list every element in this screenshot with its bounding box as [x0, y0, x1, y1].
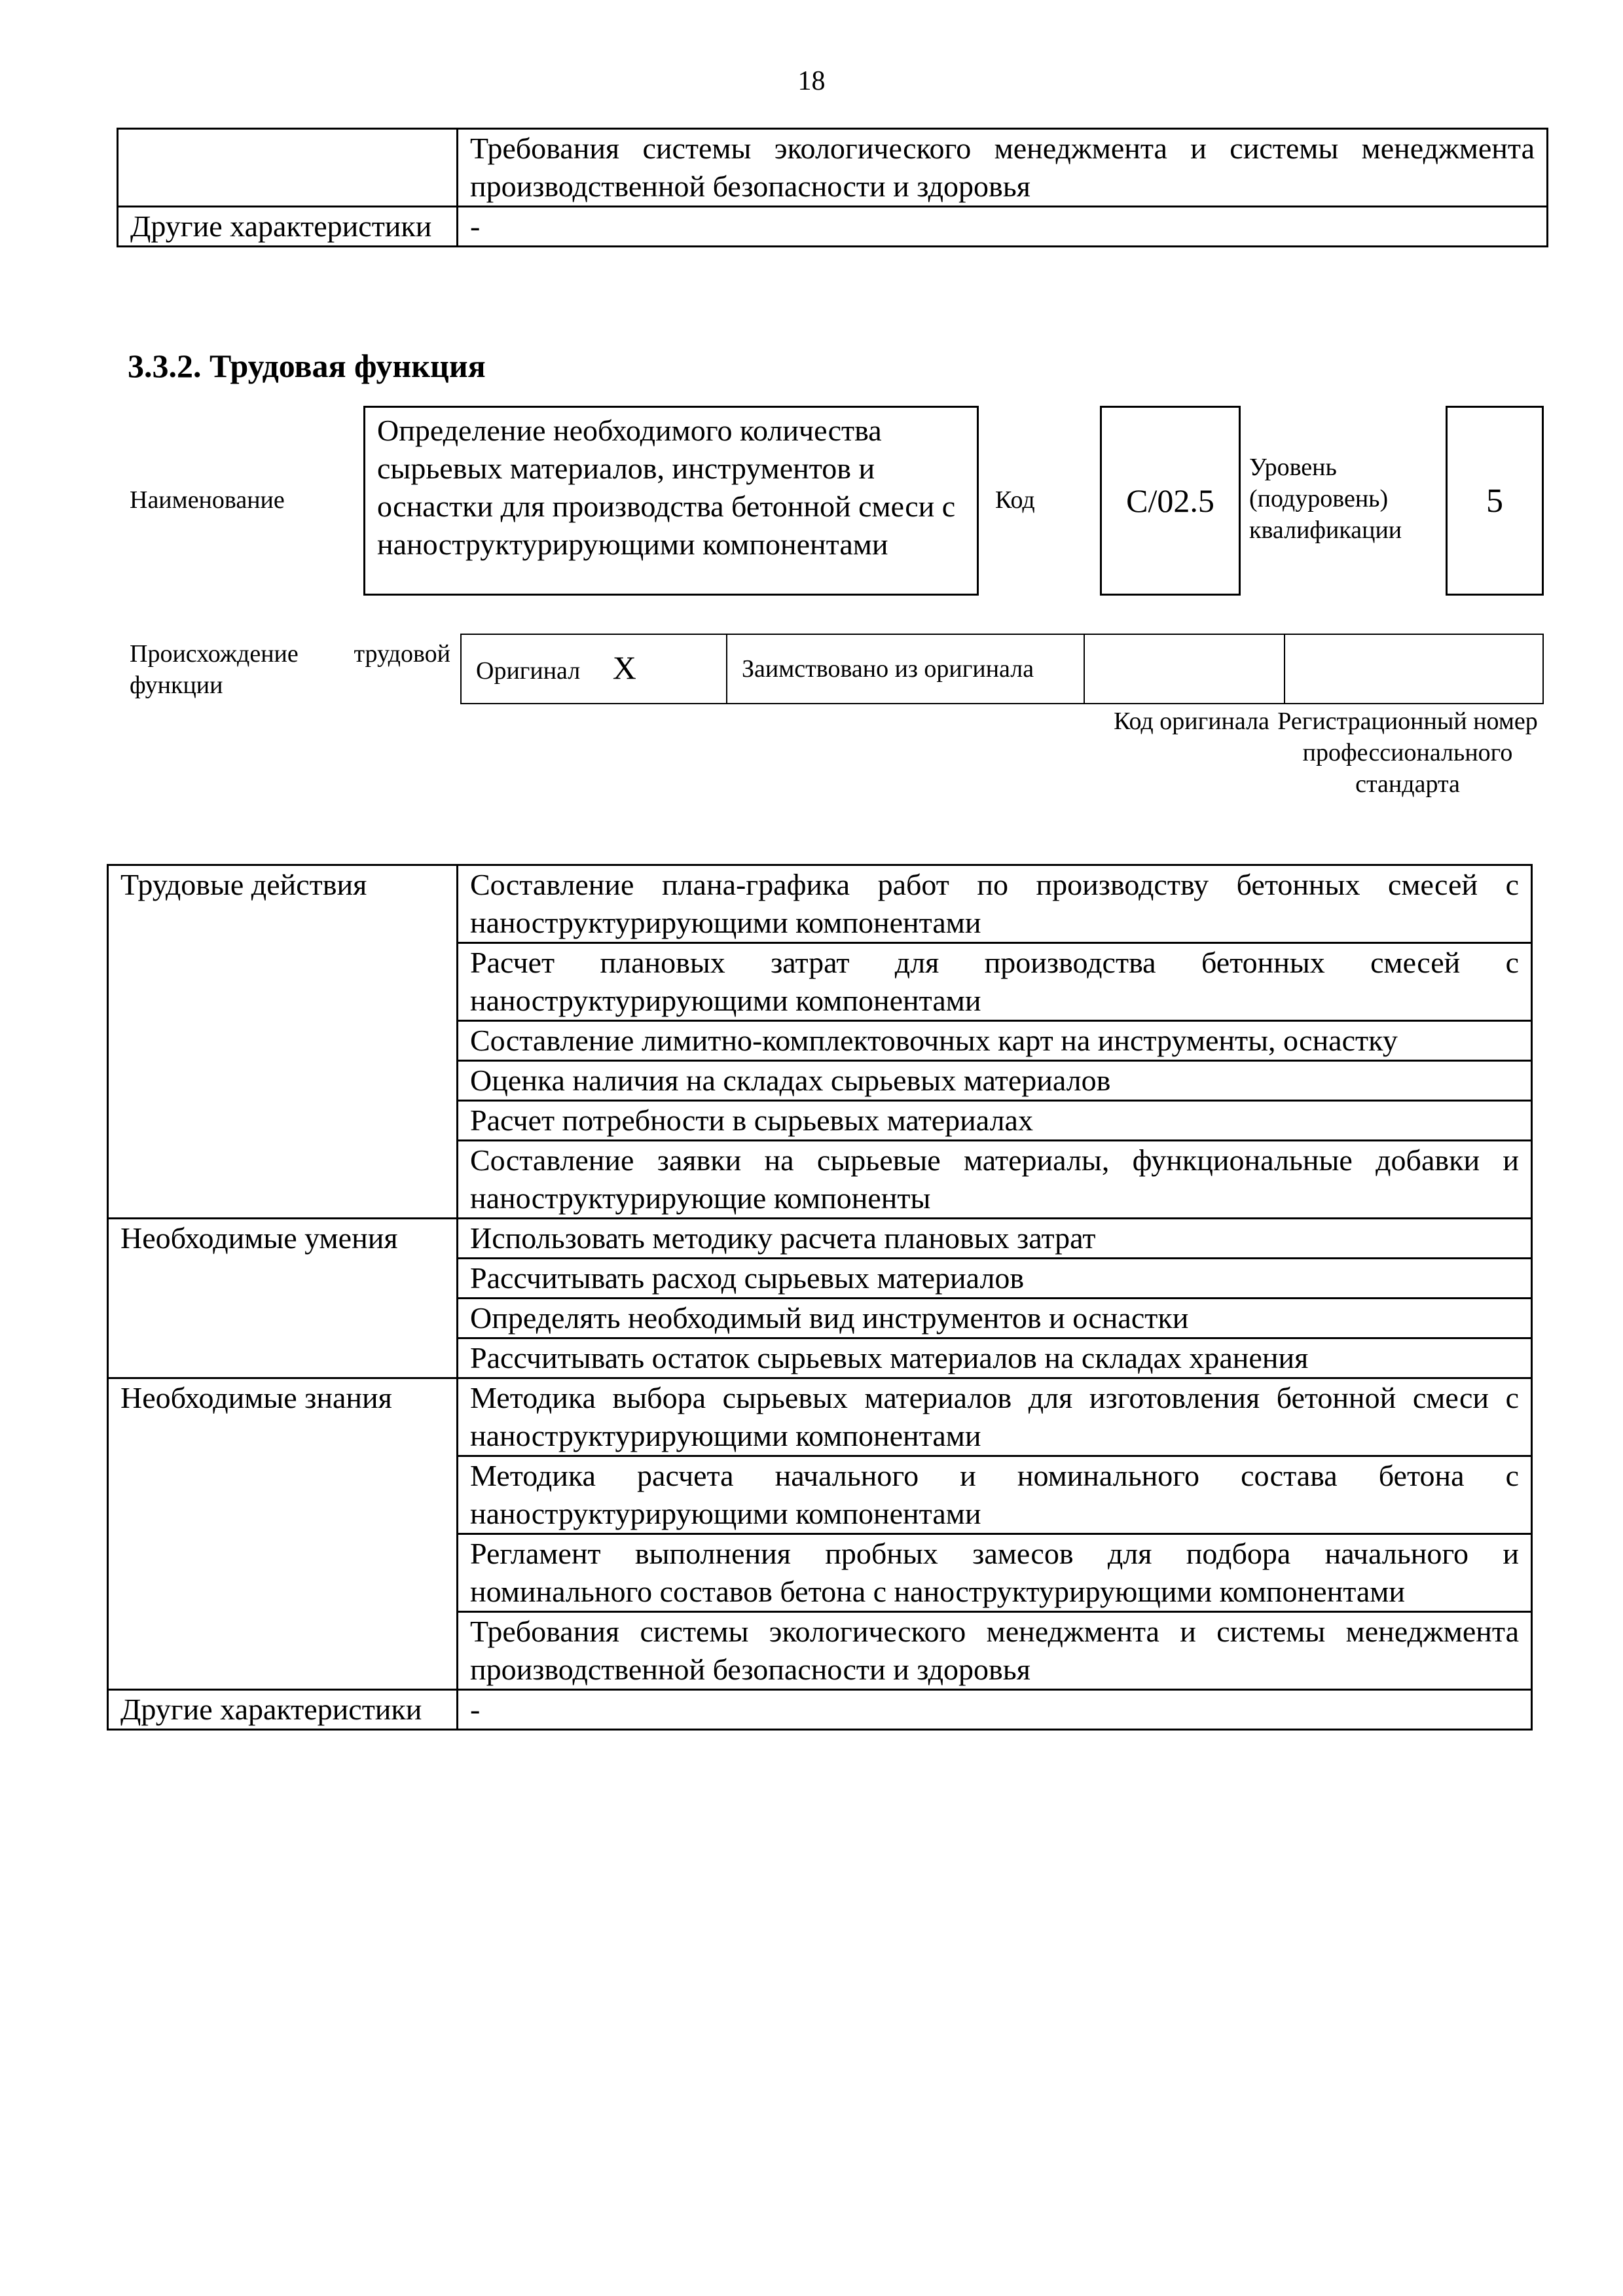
top-continuation-table — [117, 128, 1548, 247]
other-characteristics-label: Другие характеристики — [118, 207, 458, 247]
actions-item: Оценка наличия на складах сырьевых материалов — [458, 1061, 1532, 1101]
qualification-level-label: Уровень (подуровень) квалификации — [1249, 454, 1402, 544]
actions-item: Расчет потребности в сырьевых материалах — [458, 1101, 1532, 1141]
table-row — [118, 129, 1548, 207]
other-characteristics-value: - — [458, 1690, 1532, 1730]
actions-item: Составление лимитно-комплектовочных карт на инструменты, оснастку — [458, 1021, 1532, 1061]
code-label: Код — [995, 486, 1035, 514]
origin-table — [460, 634, 1544, 704]
table-row — [461, 634, 1543, 704]
original-label: Оригинал — [476, 656, 581, 685]
table-row — [108, 1378, 1532, 1456]
other-characteristics-label: Другие характеристики — [108, 1690, 458, 1730]
qualification-level-box: 5 — [1446, 406, 1544, 596]
original-mark: X — [612, 649, 636, 686]
actions-item: Составление плана-графика работ по производству бетонных смесей с наноструктурирующими компонентами — [458, 865, 1532, 943]
table-row — [118, 207, 1548, 247]
skills-label: Необходимые умения — [108, 1219, 458, 1378]
function-code-box: С/02.5 — [1100, 406, 1241, 596]
actions-item: Составление заявки на сырьевые материалы, функциональные добавки и наноструктурирующие компоненты — [458, 1141, 1532, 1219]
skills-item: Определять необходимый вид инструментов и оснастки — [458, 1299, 1532, 1338]
skills-item: Рассчитывать остаток сырьевых материалов на складах хранения — [458, 1338, 1532, 1378]
code-original-cell — [1084, 634, 1285, 704]
knowledge-item: Требования системы экологического менеджмента и системы менеджмента производственной безопасности и здоровья — [458, 1612, 1532, 1690]
reg-number-caption: Регистрационный номер профессионального стандарта — [1277, 708, 1538, 798]
knowledge-item: Методика выбора сырьевых материалов для изготовления бетонной смеси с наноструктурирующими компонентами — [458, 1378, 1532, 1456]
table-row — [108, 1690, 1532, 1730]
code-original-caption: Код оригинала — [1114, 708, 1269, 735]
original-cell — [461, 634, 727, 704]
knowledge-label: Необходимые знания — [108, 1378, 458, 1690]
borrowed-cell: Заимствовано из оригинала — [727, 634, 1084, 704]
empty-label-cell — [118, 129, 458, 207]
name-label: Наименование — [130, 486, 285, 514]
table-row — [108, 865, 1532, 943]
table-row — [108, 1219, 1532, 1259]
reg-number-cell — [1285, 634, 1543, 704]
actions-label: Трудовые действия — [108, 865, 458, 1219]
origin-label: Происхождение трудовой функции — [130, 640, 450, 699]
knowledge-item: Регламент выполнения пробных замесов для подбора начального и номинального составов бетона с наноструктурирующими компонентами — [458, 1534, 1532, 1612]
knowledge-item: Методика расчета начального и номинального состава бетона с наноструктурирующими компонентами — [458, 1456, 1532, 1534]
labor-function-table — [107, 864, 1533, 1731]
requirement-cell: Требования системы экологического менеджмента и системы менеджмента производственной безопасности и здоровья — [458, 129, 1548, 207]
function-name-box: Определение необходимого количества сырьевых материалов, инструментов и оснастки для производства бетонной смеси с наноструктурирующими компонентами — [363, 406, 979, 596]
actions-item: Расчет плановых затрат для производства бетонных смесей с наноструктурирующими компонентами — [458, 943, 1532, 1021]
page-number: 18 — [797, 66, 826, 96]
section-heading: 3.3.2. Трудовая функция — [128, 348, 486, 384]
skills-item: Использовать методику расчета плановых затрат — [458, 1219, 1532, 1259]
other-characteristics-value: - — [458, 207, 1548, 247]
skills-item: Рассчитывать расход сырьевых материалов — [458, 1259, 1532, 1299]
